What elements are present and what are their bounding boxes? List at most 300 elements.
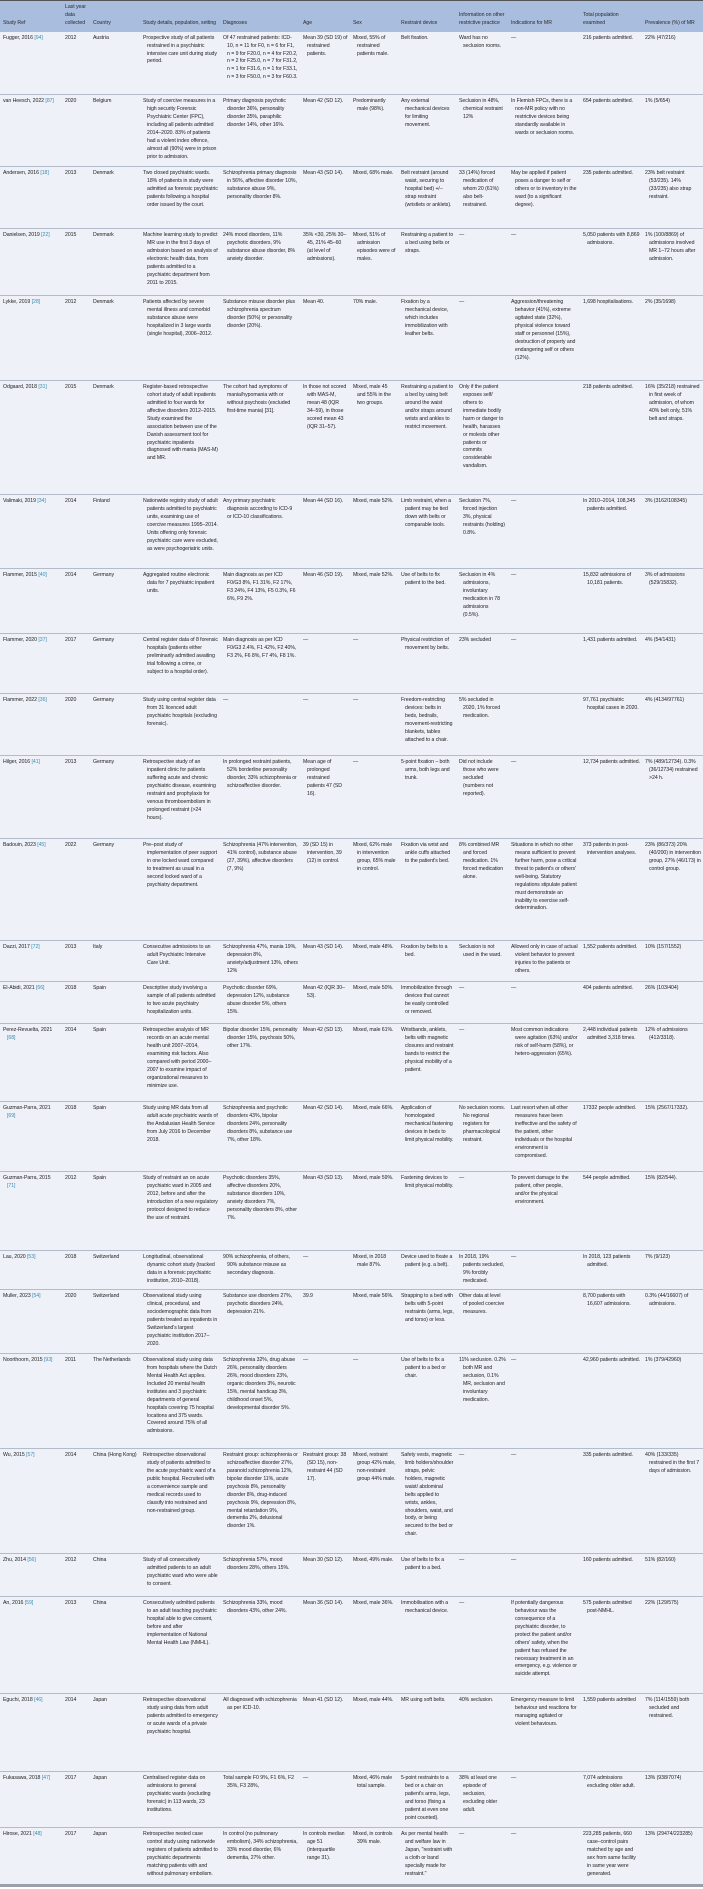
restraint-device-text-wrap xyxy=(401,1105,454,1145)
age-text: — xyxy=(303,697,309,704)
indications-text: — xyxy=(511,572,517,579)
cell-indications xyxy=(508,1449,580,1554)
cell-sex xyxy=(350,32,398,95)
indications-text-wrap xyxy=(511,498,578,506)
cell-indications xyxy=(508,1172,580,1251)
age-text: 39 (SD 15) in intervention, 39 (12) in control. xyxy=(303,842,342,865)
cell-indications xyxy=(508,694,580,756)
cell-last-year xyxy=(62,756,90,839)
cell-other-restrictive-practice xyxy=(456,32,508,95)
prevalence-text-wrap xyxy=(645,1452,701,1476)
diagnoses-text-wrap xyxy=(223,944,298,976)
cell-indications xyxy=(508,229,580,296)
other-restrictive-practice-text-wrap xyxy=(459,232,506,240)
study-ref-text-wrap xyxy=(3,498,60,506)
total-population-text: 223,285 patients, 660 case–control pairs matched by age and sex from same facility in same year were generated. xyxy=(583,1831,636,1877)
cell-last-year xyxy=(62,1597,90,1694)
diagnoses-text: Schizophrenia (47% intervention, 41% control), substance abuse (27, 39%), affective disorders (7, 9%) xyxy=(223,842,298,872)
cell-total-population xyxy=(580,1694,642,1772)
total-population-text-wrap xyxy=(583,98,640,106)
cell-other-restrictive-practice xyxy=(456,1172,508,1251)
cell-country xyxy=(90,569,140,634)
indications-text-wrap xyxy=(511,1175,578,1207)
last-year-text-wrap xyxy=(65,1831,88,1839)
diagnoses-text-wrap xyxy=(223,1775,298,1791)
cell-sex xyxy=(350,634,398,694)
cell-prevalence xyxy=(642,1554,703,1597)
indications-text: — xyxy=(511,637,517,644)
citation-link[interactable]: [46] xyxy=(34,1697,43,1704)
total-population-text-wrap xyxy=(583,1357,640,1365)
prevalence-text-wrap xyxy=(645,572,701,588)
total-population-text-wrap xyxy=(583,1600,640,1616)
study-ref-text: An, 2016 xyxy=(3,1600,25,1607)
table-row xyxy=(0,694,703,756)
cell-country xyxy=(90,167,140,229)
cell-study-details xyxy=(140,95,220,167)
age-text-wrap xyxy=(303,232,348,264)
last-year-text-wrap xyxy=(65,384,88,392)
cell-prevalence xyxy=(642,95,703,167)
last-year-text: 2012 xyxy=(65,299,77,306)
diagnoses-text: Restraint group: schizophrenia or schizoaffective disorder 27%, paranoid schizophrenia 12%, bipolar disorder 11%, acute psychosis 8%, personality disorder 8%, drug-induced psychosis 9%, depression 8%, mental retardation 9%, dementia 2%, delusional disorder 1%. xyxy=(223,1452,298,1530)
cell-age xyxy=(300,95,350,167)
sex-text: — xyxy=(353,1357,359,1364)
cell-other-restrictive-practice xyxy=(456,95,508,167)
citation-link[interactable]: [54] xyxy=(32,1293,41,1300)
indications-text-wrap xyxy=(511,35,578,43)
citation-link[interactable]: [36] xyxy=(38,697,47,704)
cell-age xyxy=(300,634,350,694)
age-text: Mean 43 (SD 14). xyxy=(303,944,344,951)
indications-text-wrap xyxy=(511,1105,578,1160)
total-population-text-wrap xyxy=(583,232,640,248)
citation-link[interactable]: [59] xyxy=(24,1600,34,1607)
cell-indications xyxy=(508,569,580,634)
study-ref-text-wrap xyxy=(3,697,60,705)
cell-last-year xyxy=(62,1290,90,1354)
total-population-text: 12,734 patients admitted. xyxy=(583,759,641,766)
age-text-wrap xyxy=(303,759,348,799)
country-text-wrap xyxy=(93,1293,138,1301)
age-text: — xyxy=(303,637,309,644)
other-restrictive-practice-text-wrap xyxy=(459,299,506,307)
cell-study-details xyxy=(140,941,220,982)
total-population-text: 235 patients admitted. xyxy=(583,170,633,177)
citation-link[interactable]: [66] xyxy=(36,985,45,992)
cell-country xyxy=(90,1449,140,1554)
restraint-device-text-wrap xyxy=(401,384,454,431)
study-details-text-wrap xyxy=(143,1254,218,1286)
country-text-wrap xyxy=(93,35,138,43)
indications-text: — xyxy=(511,1775,517,1782)
citation-link[interactable]: [37] xyxy=(38,637,47,644)
cell-sex xyxy=(350,1290,398,1354)
cell-diagnoses xyxy=(220,1290,300,1354)
age-text-wrap xyxy=(303,944,348,952)
other-restrictive-practice-text: Did not include those who were secluded (numbers not reported). xyxy=(459,759,499,797)
cell-indications xyxy=(508,1772,580,1828)
cell-study-details xyxy=(140,1172,220,1251)
citation-link[interactable]: [18] xyxy=(40,170,49,177)
cell-other-restrictive-practice xyxy=(456,167,508,229)
sex-text: — xyxy=(353,759,359,766)
sex-text-wrap xyxy=(353,1175,396,1183)
other-restrictive-practice-text-wrap xyxy=(459,637,506,645)
country-text: China xyxy=(93,1600,107,1607)
citation-link[interactable]: [34] xyxy=(37,498,46,505)
other-restrictive-practice-text: — xyxy=(459,1175,465,1182)
diagnoses-text: In prolonged restraint patients, 52% borderline personality disorder, 33% schizophrenia or schizoaffective disorder. xyxy=(223,759,297,789)
table-row xyxy=(0,229,703,296)
study-ref-text: Fukasawa, 2018 xyxy=(3,1775,42,1782)
country-text-wrap xyxy=(93,697,138,705)
cell-restraint-device xyxy=(398,1828,456,1886)
prevalence-text: 0.3% (44/16607) of admissions. xyxy=(645,1293,689,1308)
citation-link[interactable]: [53] xyxy=(27,1254,36,1261)
cell-restraint-device xyxy=(398,167,456,229)
cell-study-details xyxy=(140,1354,220,1449)
last-year-text: 2017 xyxy=(65,1775,77,1782)
citation-link[interactable]: [93] xyxy=(43,1357,53,1364)
cell-other-restrictive-practice xyxy=(456,1554,508,1597)
cell-indications xyxy=(508,756,580,839)
cell-study-ref xyxy=(0,495,62,569)
sex-text: Mixed, male 52%. xyxy=(353,498,394,505)
total-population-text: 1,431 patients admitted. xyxy=(583,637,638,644)
cell-sex xyxy=(350,1102,398,1172)
cell-total-population xyxy=(580,569,642,634)
age-text-wrap xyxy=(303,384,348,431)
restraint-device-text-wrap xyxy=(401,759,454,783)
diagnoses-text-wrap xyxy=(223,697,298,705)
last-year-text: 2012 xyxy=(65,34,77,41)
prevalence-text-wrap xyxy=(645,1600,701,1608)
table-row xyxy=(0,1449,703,1554)
total-population-text: 2,448 individual patients admitted 3,318 times. xyxy=(583,1027,638,1042)
other-restrictive-practice-text: — xyxy=(459,1831,465,1838)
country-text-wrap xyxy=(93,232,138,240)
age-text: 39.9 xyxy=(303,1293,313,1300)
table-row xyxy=(0,1172,703,1251)
cell-prevalence xyxy=(642,1251,703,1290)
table-row xyxy=(0,296,703,381)
citation-link[interactable]: [45] xyxy=(37,842,46,849)
sex-text: Mixed, 46% male total sample. xyxy=(353,1775,393,1790)
country-text: Belgium xyxy=(93,98,112,105)
indications-text: Emergency measure to limit behaviour and reactions for managing agitated or violent behaviours. xyxy=(511,1697,577,1727)
country-text: Germany xyxy=(93,637,114,644)
cell-age xyxy=(300,495,350,569)
cell-other-restrictive-practice xyxy=(456,381,508,495)
cell-total-population xyxy=(580,1597,642,1694)
cell-diagnoses xyxy=(220,95,300,167)
cell-total-population xyxy=(580,1102,642,1172)
last-year-text: 2012 xyxy=(65,1175,77,1182)
study-details-text: Observational study using data from hospitals where the Dutch Mental Health Act applies. Included 20 mental health institutes and 3 psychiatric departments of general hospitals covering 75 hospital locations and 375 wards. Covered around 75% of all admissions. xyxy=(143,1357,218,1435)
cell-study-ref xyxy=(0,95,62,167)
cell-study-details xyxy=(140,32,220,95)
cell-study-details xyxy=(140,1772,220,1828)
study-details-text-wrap xyxy=(143,1557,218,1589)
cell-country xyxy=(90,381,140,495)
age-text: In those not scored with MAS-M, mean 48 (IQR 34–59), in those scored mean 43 (IQR 31–57). xyxy=(303,384,347,430)
total-population-text: In 2018, 123 patients admitted. xyxy=(583,1254,631,1269)
last-year-text-wrap xyxy=(65,1027,88,1035)
table-row xyxy=(0,569,703,634)
country-text-wrap xyxy=(93,1105,138,1113)
age-text: Mean 43 (SD 13). xyxy=(303,1175,344,1182)
study-ref-text: Eguchi, 2018 xyxy=(3,1697,35,1704)
cell-study-details xyxy=(140,495,220,569)
diagnoses-text: Any primary psychiatric diagnosis according to ICD-9 or ICD-10 classifications. xyxy=(223,498,293,521)
age-text-wrap xyxy=(303,572,348,580)
sex-text: Mixed, male 36%. xyxy=(353,1600,394,1607)
age-text: In controls median age 51 (interquartile range 31). xyxy=(303,1831,345,1861)
cell-restraint-device xyxy=(398,32,456,95)
last-year-text: 2018 xyxy=(65,1254,77,1261)
sex-text: Mixed, 68% male. xyxy=(353,170,394,177)
citation-link[interactable]: [48] xyxy=(33,1831,42,1838)
diagnoses-text-wrap xyxy=(223,170,298,202)
citation-link[interactable]: [40] xyxy=(38,572,47,579)
indications-text-wrap xyxy=(511,1697,578,1729)
cell-other-restrictive-practice xyxy=(456,941,508,982)
cell-restraint-device xyxy=(398,1024,456,1102)
table-row xyxy=(0,982,703,1024)
cell-study-ref xyxy=(0,941,62,982)
other-restrictive-practice-text: 40% seclusion. xyxy=(459,1697,494,1704)
study-details-text: Retrospective observational study using data from adult patients admitted to emergency or acute wards of a private psychiatric hospital. xyxy=(143,1697,218,1735)
last-year-text-wrap xyxy=(65,1775,88,1783)
prevalence-text-wrap xyxy=(645,637,701,645)
indications-text: — xyxy=(511,1831,517,1838)
citation-link[interactable]: [69] xyxy=(7,1113,16,1120)
other-restrictive-practice-text-wrap xyxy=(459,697,506,721)
study-ref-text-wrap xyxy=(3,1831,60,1839)
citation-link[interactable]: [87] xyxy=(45,98,54,105)
sex-text: Mixed, 49% male. xyxy=(353,1557,394,1564)
prevalence-text-wrap xyxy=(645,1697,701,1721)
cell-total-population xyxy=(580,1449,642,1554)
restraint-device-text: Wristbands, anklets, belts with magnetic closures and restraint bands to restrict the physical mobility of a patient. xyxy=(401,1027,454,1073)
country-text: Germany xyxy=(93,842,114,849)
country-text-wrap xyxy=(93,637,138,645)
country-text: Spain xyxy=(93,1027,107,1034)
country-text-wrap xyxy=(93,170,138,178)
cell-study-details xyxy=(140,167,220,229)
total-population-text-wrap xyxy=(583,498,640,514)
cell-last-year xyxy=(62,167,90,229)
cell-other-restrictive-practice xyxy=(456,569,508,634)
total-population-text: 218 patients admitted. xyxy=(583,384,633,391)
prevalence-text: 7% (114/1559) both secluded and restrained. xyxy=(645,1697,690,1720)
age-text: Mean 39 (SD 19) of restrained patients. xyxy=(303,34,348,57)
table-row xyxy=(0,1772,703,1828)
country-text: Germany xyxy=(93,759,114,766)
cell-study-details xyxy=(140,229,220,296)
country-text: Germany xyxy=(93,572,114,579)
cell-indications xyxy=(508,381,580,495)
indications-text-wrap xyxy=(511,1357,578,1365)
diagnoses-text-wrap xyxy=(223,35,298,82)
country-text-wrap xyxy=(93,759,138,767)
column-header-diagnoses: Diagnoses xyxy=(220,1,300,32)
diagnoses-text: Main diagnosis as per ICD F0/G3 8%, F1 31%, F2 17%, F3 24%, F4 13%, F5 0.3%, F6 6%, F9 2%. xyxy=(223,572,296,602)
cell-other-restrictive-practice xyxy=(456,296,508,381)
prevalence-text-wrap xyxy=(645,299,701,307)
cell-other-restrictive-practice xyxy=(456,756,508,839)
study-details-text-wrap xyxy=(143,1105,218,1145)
cell-age xyxy=(300,229,350,296)
age-text: — xyxy=(303,1775,309,1782)
indications-text: In Flemish FPCs, there is a non-MR policy with no restrictive devices being standardly available in wards or seclusion rooms. xyxy=(511,98,575,136)
cell-last-year xyxy=(62,839,90,941)
cell-total-population xyxy=(580,296,642,381)
country-text: Spain xyxy=(93,985,107,992)
citation-link[interactable]: [72] xyxy=(31,944,40,951)
study-ref-text: Guzman-Parra, 2021 xyxy=(3,1105,51,1112)
sex-text-wrap xyxy=(353,1293,396,1301)
prevalence-text: 51% (82/160) xyxy=(645,1557,676,1564)
cell-restraint-device xyxy=(398,1449,456,1554)
last-year-text: 2015 xyxy=(65,232,77,239)
other-restrictive-practice-text: — xyxy=(459,1027,465,1034)
cell-diagnoses xyxy=(220,1597,300,1694)
cell-indications xyxy=(508,296,580,381)
column-header-restraint-device: Restraint device xyxy=(398,1,456,32)
cell-country xyxy=(90,941,140,982)
citation-link[interactable]: [56] xyxy=(27,1557,36,1564)
study-ref-text-wrap xyxy=(3,637,60,645)
study-details-text: Machine learning study to predict MR use in the first 3 days of admission based on analysis of electronic health data, from patients admitted to a psychiatric department from 2011 to 2015. xyxy=(143,232,218,286)
diagnoses-text-wrap xyxy=(223,232,298,264)
other-restrictive-practice-text-wrap xyxy=(459,985,506,993)
citation-link[interactable]: [71] xyxy=(7,1183,16,1190)
cell-restraint-device xyxy=(398,1554,456,1597)
diagnoses-text: Schizophrenia primary diagnosis in 56%, affective disorder 10%, substance abuse 9%, personality disorder 8%. xyxy=(223,170,297,200)
column-header-last-year: Last year data collected xyxy=(62,1,90,32)
diagnoses-text: 24% mood disorders, 11% psychotic disorders, 9% substance abuse disorder, 8% anxiety disorder. xyxy=(223,232,296,262)
sex-text: Mixed, in controls 39% male. xyxy=(353,1831,393,1846)
cell-restraint-device xyxy=(398,756,456,839)
diagnoses-text: Psychotic disorders 35%, affective disorders 20%, substance disorders 10%, anxiety disorders 7%, personality disorders 8%, other 7%. xyxy=(223,1175,297,1221)
age-text-wrap xyxy=(303,299,348,307)
total-population-text-wrap xyxy=(583,985,640,993)
diagnoses-text: 90% schizophrenia, of others, 90% substance misuse as secondary diagnosis. xyxy=(223,1254,290,1277)
table-row xyxy=(0,381,703,495)
citation-link[interactable]: [31] xyxy=(38,384,47,391)
cell-age xyxy=(300,694,350,756)
study-details-text: Retrospective observational study of patients admitted to the acute psychiatric ward of a public hospital. Recruited with a convenience sample and medical records used to classify into restrained and non-restrained group. xyxy=(143,1452,216,1514)
cell-age xyxy=(300,1597,350,1694)
citation-link[interactable]: [41] xyxy=(31,759,40,766)
cell-prevalence xyxy=(642,32,703,95)
other-restrictive-practice-text: — xyxy=(459,1452,465,1459)
total-population-text: In 2010–2014, 108,345 patients admitted. xyxy=(583,498,636,513)
indications-text: — xyxy=(511,1254,517,1261)
other-restrictive-practice-text: Seclusion 7%, forced injection 3%, physical restraints (holding) 0.8%. xyxy=(459,498,505,536)
diagnoses-text-wrap xyxy=(223,299,298,331)
prevalence-text: 22% (47/216) xyxy=(645,34,676,41)
cell-prevalence xyxy=(642,756,703,839)
cell-prevalence xyxy=(642,229,703,296)
study-ref-text: Guzman-Parra, 2015 xyxy=(3,1175,51,1182)
other-restrictive-practice-text-wrap xyxy=(459,944,506,960)
study-details-text-wrap xyxy=(143,759,218,822)
cell-sex xyxy=(350,694,398,756)
study-details-text-wrap xyxy=(143,637,218,677)
study-ref-text-wrap xyxy=(3,1452,60,1460)
cell-indications xyxy=(508,941,580,982)
cell-diagnoses xyxy=(220,1172,300,1251)
total-population-text-wrap xyxy=(583,170,640,178)
prevalence-text-wrap xyxy=(645,1105,701,1113)
citation-link[interactable]: [28] xyxy=(31,299,41,306)
restraint-device-text: Application of homologated mechanical fastening devices in beds to limit physical mobility. xyxy=(401,1105,454,1143)
other-restrictive-practice-text-wrap xyxy=(459,1175,506,1183)
total-population-text: 42,960 patients admitted. xyxy=(583,1357,641,1364)
restraint-device-text-wrap xyxy=(401,232,454,256)
cell-last-year xyxy=(62,982,90,1024)
last-year-text: 2013 xyxy=(65,1600,77,1607)
cell-study-ref xyxy=(0,1772,62,1828)
cell-study-details xyxy=(140,1597,220,1694)
restraint-device-text: Limb restraint, when a patient may be tied down with belts or comparable tools. xyxy=(401,498,451,528)
cell-indications xyxy=(508,982,580,1024)
restraint-device-text: Safety vests, magnetic limb holders/shoulder straps, pelvic holders, magnetic waist/ abdominal belts applied to wrists, ankles, shoulders, waist, and body, or being secured to the bed or chair. xyxy=(401,1452,454,1538)
prevalence-text: 15% (82/544). xyxy=(645,1175,677,1182)
study-ref-text-wrap xyxy=(3,1105,60,1121)
total-population-text-wrap xyxy=(583,697,640,713)
other-restrictive-practice-text-wrap xyxy=(459,1254,506,1286)
cell-study-ref xyxy=(0,296,62,381)
sex-text-wrap xyxy=(353,170,396,178)
restraint-device-text: Physical restriction of movement by belts. xyxy=(401,637,450,652)
cell-other-restrictive-practice xyxy=(456,982,508,1024)
cell-total-population xyxy=(580,1828,642,1886)
cell-prevalence xyxy=(642,634,703,694)
cell-restraint-device xyxy=(398,495,456,569)
citation-link[interactable]: [22] xyxy=(41,232,50,239)
restraint-device-text-wrap xyxy=(401,1175,454,1191)
cell-age xyxy=(300,296,350,381)
cell-indications xyxy=(508,1354,580,1449)
last-year-text: 2013 xyxy=(65,759,77,766)
cell-other-restrictive-practice xyxy=(456,839,508,941)
cell-diagnoses xyxy=(220,381,300,495)
indications-text: — xyxy=(511,1357,517,1364)
prevalence-text: 1% (100/8869) of admissions involved MR 1–72 hours after admission. xyxy=(645,232,696,262)
study-ref-text-wrap xyxy=(3,944,60,952)
sex-text: Mixed, male 61%. xyxy=(353,1027,394,1034)
sex-text-wrap xyxy=(353,1105,396,1113)
table-row xyxy=(0,167,703,229)
last-year-text-wrap xyxy=(65,842,88,850)
cell-diagnoses xyxy=(220,982,300,1024)
citation-link[interactable]: [57] xyxy=(26,1452,35,1459)
total-population-text-wrap xyxy=(583,842,640,858)
citation-link[interactable]: [94] xyxy=(34,34,43,41)
country-text: The Netherlands xyxy=(93,1357,131,1364)
citation-link[interactable]: [47] xyxy=(41,1775,51,1782)
citation-link[interactable]: [68] xyxy=(7,1035,16,1042)
cell-age xyxy=(300,1828,350,1886)
cell-study-ref xyxy=(0,1251,62,1290)
prevalence-text: 23% belt restraint (53/235). 14% (33/235) also strap restraint. xyxy=(645,170,692,200)
country-text-wrap xyxy=(93,1357,138,1365)
cell-age xyxy=(300,1251,350,1290)
